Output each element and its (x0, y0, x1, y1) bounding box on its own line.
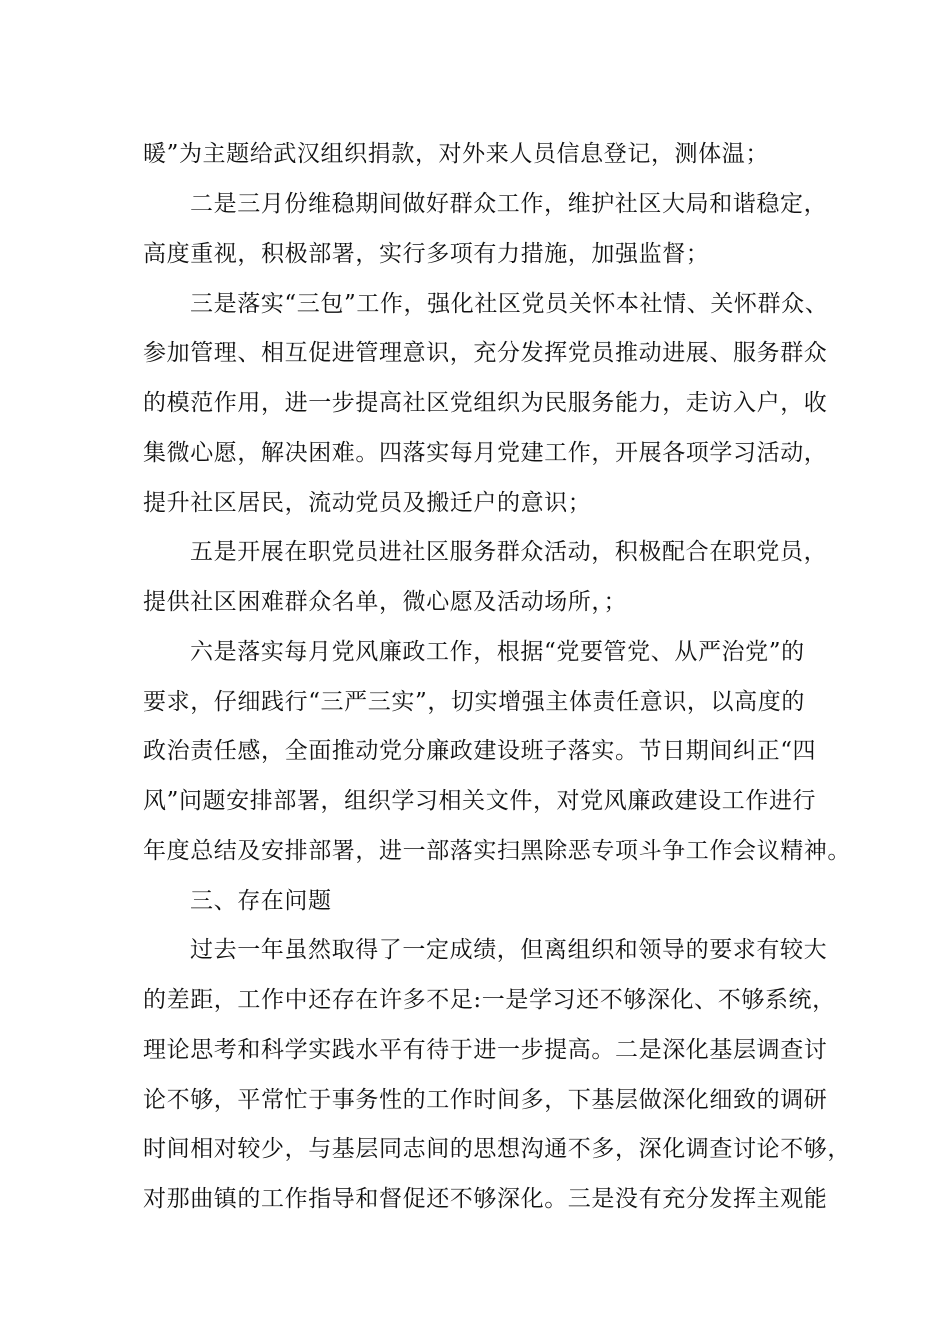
text-line-10: 提供社区困难群众名单，微心愿及活动场所，； (143, 589, 628, 615)
text-line-7: 集微心愿，解决困难。四落实每月党建工作，开展各项学习活动， (143, 440, 828, 466)
text-line-6: 的模范作用，进一步提高社区党组织为民服务能力，走访入户，收 (143, 390, 828, 416)
text-line-17: 过去一年虽然取得了一定成绩，但离组织和领导的要求有较大 (190, 937, 828, 963)
text-line-21: 时间相对较少，与基层同志间的思想沟通不多，深化调查讨论不够， (143, 1136, 851, 1162)
text-line-9: 五是开展在职党员进社区服务群众活动，积极配合在职党员， (190, 539, 828, 565)
text-line-18: 的差距，工作中还存在许多不足:一是学习还不够深化、不够系统， (143, 987, 836, 1013)
section-heading: 三、存在问题 (190, 888, 332, 914)
text-line-8: 提升社区居民，流动党员及搬迁户的意识； (143, 490, 592, 516)
text-line-3: 高度重视，积极部署，实行多项有力措施，加强监督； (143, 241, 710, 267)
text-line-14: 风”问题安排部署，组织学习相关文件，对党风廉政建设工作进行 (143, 788, 817, 814)
text-line-22: 对那曲镇的工作指导和督促还不够深化。三是没有充分发挥主观能 (143, 1186, 828, 1212)
text-line-2: 二是三月份维稳期间做好群众工作，维护社区大局和谐稳定， (190, 191, 828, 217)
text-line-11: 六是落实每月党风廉政工作，根据“党要管党、从严治党”的 (190, 639, 805, 665)
text-line-5: 参加管理、相互促进管理意识，充分发挥党员推动进展、服务群众 (143, 340, 828, 366)
text-line-15: 年度总结及安排部署，进一部落实扫黑除恶专项斗争工作会议精神。 (143, 838, 851, 864)
text-line-13: 政治责任感，全面推动党分廉政建设班子落实。节日期间纠正“四 (143, 738, 817, 764)
text-line-4: 三是落实“三包”工作，强化社区党员关怀本社情、关怀群众、 (190, 291, 829, 317)
text-line-20: 论不够，平常忙于事务性的工作时间多，下基层做深化细致的调研 (143, 1087, 828, 1113)
text-line-12: 要求，仔细践行“三严三实”，切实增强主体责任意识，以高度的 (143, 689, 805, 715)
text-line-19: 理论思考和科学实践水平有待于进一步提高。二是深化基层调查讨 (143, 1037, 828, 1063)
text-line-1: 暖”为主题给武汉组织捐款，对外来人员信息登记，测体温； (143, 141, 769, 167)
